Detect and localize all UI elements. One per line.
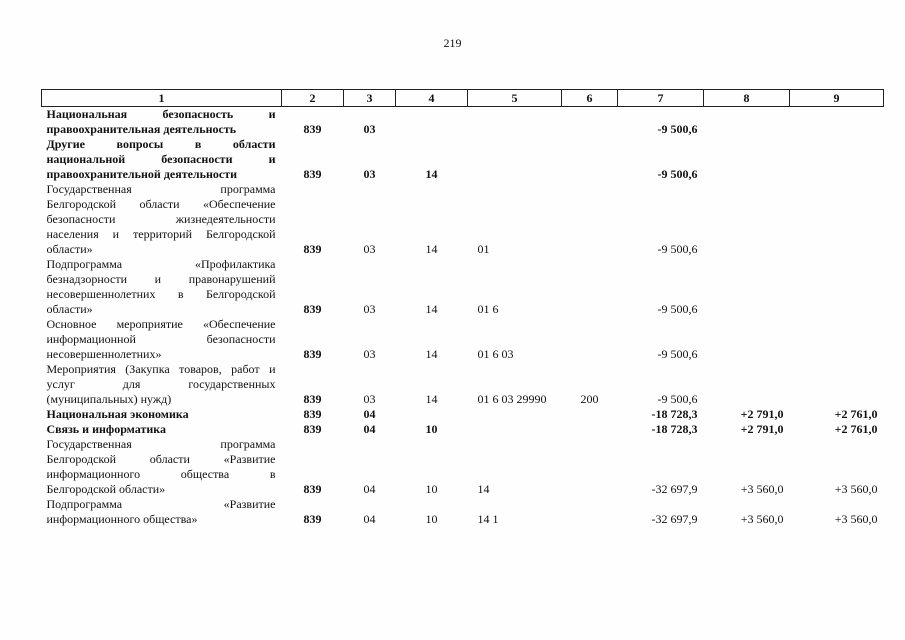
expense-type-code [562, 497, 618, 527]
table-row [42, 107, 884, 138]
target-article-code: 01 6 03 29990 [477, 392, 547, 406]
section-code: 03 [363, 347, 376, 361]
row-name-line: информационного общества» [46, 512, 198, 526]
grbs-code: 839 [303, 347, 322, 361]
row-name-line: национальной безопасности и [46, 152, 276, 166]
amount-col-8 [704, 137, 790, 182]
section-code: 03 [363, 167, 376, 181]
amount-col-9: +2 761,0 [834, 422, 878, 436]
target-article-code: 01 [477, 242, 490, 256]
row-name [42, 317, 282, 362]
expense-type-code [562, 422, 618, 437]
section-code: 03 [363, 302, 376, 316]
amount-col-7: -18 728,3 [651, 422, 698, 436]
column-header-1: 1 [42, 90, 282, 107]
target-article-code [468, 137, 562, 182]
row-name-line: Белгородской области» [46, 482, 166, 496]
row-name [42, 137, 282, 182]
page-number: 219 [443, 36, 462, 50]
amount-col-7: -9 500,6 [657, 242, 698, 256]
amount-col-7: -32 697,9 [651, 482, 698, 496]
row-name [42, 407, 282, 422]
target-article-code [468, 407, 562, 422]
grbs-code: 839 [303, 242, 322, 256]
subsection-code: 14 [425, 167, 438, 181]
amount-col-9 [790, 362, 884, 407]
target-article-code [468, 107, 562, 138]
subsection-code: 10 [425, 512, 438, 526]
amount-col-8 [704, 107, 790, 138]
table-row [42, 422, 884, 437]
subsection-code: 10 [425, 422, 438, 436]
target-article-code: 01 6 [477, 302, 499, 316]
section-code: 03 [363, 242, 376, 256]
row-name-line: правоохранительной деятельности [46, 167, 238, 181]
subsection-code [396, 107, 468, 138]
table-row [42, 407, 884, 422]
amount-col-9: +3 560,0 [834, 512, 878, 526]
amount-col-8: +2 791,0 [740, 407, 784, 421]
amount-col-9: +2 761,0 [834, 407, 878, 421]
amount-col-7: -9 500,6 [657, 392, 698, 406]
row-name-line: Подпрограмма «Профилактика [46, 257, 276, 271]
amount-col-9 [790, 182, 884, 257]
row-name [42, 107, 282, 138]
row-name-line: услуг для государственных [46, 377, 276, 391]
subsection-code: 14 [425, 242, 438, 256]
column-header-6: 6 [562, 90, 618, 107]
expense-type-code: 200 [580, 392, 599, 406]
subsection-code: 14 [425, 392, 438, 406]
amount-col-8: +3 560,0 [740, 482, 784, 496]
amount-col-8: +3 560,0 [740, 512, 784, 526]
row-name-line: Государственная программа [46, 437, 276, 451]
row-name-line: области» [46, 242, 93, 256]
section-code: 04 [363, 512, 376, 526]
expense-type-code [562, 137, 618, 182]
header-row [42, 90, 884, 107]
expense-type-code [562, 107, 618, 138]
column-header-7: 7 [618, 90, 704, 107]
section-code: 04 [363, 422, 376, 436]
expense-type-code [562, 437, 618, 497]
amount-col-8 [704, 257, 790, 317]
row-name [42, 182, 282, 257]
row-name-line: Национальная безопасность и [46, 107, 276, 121]
amount-col-8: +2 791,0 [740, 422, 784, 436]
subsection-code: 10 [425, 482, 438, 496]
target-article-code: 14 [477, 482, 490, 496]
table-row [42, 137, 884, 182]
section-code: 04 [363, 407, 376, 421]
amount-col-8 [704, 362, 790, 407]
column-header-8: 8 [704, 90, 790, 107]
subsection-code [396, 407, 468, 422]
grbs-code: 839 [303, 422, 322, 436]
row-name-line: несовершеннолетних в Белгородской [46, 287, 276, 301]
subsection-code: 14 [425, 347, 438, 361]
row-name [42, 257, 282, 317]
row-name-line: правоохранительная деятельность [46, 122, 237, 136]
amount-col-9: +3 560,0 [834, 482, 878, 496]
grbs-code: 839 [303, 512, 322, 526]
row-name-line: безнадзорности и правонарушений [46, 272, 276, 286]
amount-col-8 [704, 317, 790, 362]
column-header-2: 2 [282, 90, 344, 107]
amount-col-9 [790, 257, 884, 317]
grbs-code: 839 [303, 407, 322, 421]
amount-col-7: -32 697,9 [651, 512, 698, 526]
subsection-code: 14 [425, 302, 438, 316]
column-header-9: 9 [790, 90, 884, 107]
row-name-line: области» [46, 302, 93, 316]
table-row [42, 317, 884, 362]
column-header-3: 3 [344, 90, 396, 107]
row-name-line: несовершеннолетних» [46, 347, 162, 361]
row-name-line: Мероприятия (Закупка товаров, работ и [46, 362, 276, 376]
column-header-5: 5 [468, 90, 562, 107]
grbs-code: 839 [303, 167, 322, 181]
table-row [42, 497, 884, 527]
amount-col-7: -18 728,3 [651, 407, 698, 421]
amount-col-8 [704, 182, 790, 257]
row-name-line: Связь и информатика [46, 422, 167, 436]
section-code: 03 [363, 122, 376, 136]
row-name [42, 362, 282, 407]
amount-col-9 [790, 137, 884, 182]
row-name-line: информационного общества в [46, 467, 276, 481]
expense-type-code [562, 407, 618, 422]
amount-col-9 [790, 107, 884, 138]
budget-table [41, 89, 884, 527]
table-row [42, 257, 884, 317]
amount-col-7: -9 500,6 [657, 302, 698, 316]
table-row [42, 437, 884, 497]
amount-col-7: -9 500,6 [657, 167, 698, 181]
grbs-code: 839 [303, 302, 322, 316]
row-name [42, 422, 282, 437]
row-name-line: (муниципальных) нужд) [46, 392, 172, 406]
amount-col-7: -9 500,6 [657, 122, 698, 136]
row-name-line: информационной безопасности [46, 332, 276, 346]
table-row [42, 362, 884, 407]
row-name-line: безопасности жизнедеятельности [46, 212, 276, 226]
row-name-line: Другие вопросы в области [46, 137, 276, 151]
grbs-code: 839 [303, 392, 322, 406]
amount-col-9 [790, 317, 884, 362]
expense-type-code [562, 182, 618, 257]
grbs-code: 839 [303, 482, 322, 496]
section-code: 04 [363, 482, 376, 496]
amount-col-7: -9 500,6 [657, 347, 698, 361]
row-name-line: Подпрограмма «Развитие [46, 497, 276, 511]
expense-type-code [562, 317, 618, 362]
table-body [42, 107, 884, 528]
row-name [42, 437, 282, 497]
grbs-code: 839 [303, 122, 322, 136]
row-name [42, 497, 282, 527]
table-row [42, 182, 884, 257]
expense-type-code [562, 257, 618, 317]
row-name-line: населения и территорий Белгородской [46, 227, 276, 241]
row-name-line: Белгородской области «Обеспечение [46, 197, 276, 211]
target-article-code: 14 1 [477, 512, 499, 526]
target-article-code: 01 6 03 [477, 347, 514, 361]
target-article-code [468, 422, 562, 437]
row-name-line: Национальная экономика [46, 407, 189, 421]
row-name-line: Основное мероприятие «Обеспечение [46, 317, 276, 331]
section-code: 03 [363, 392, 376, 406]
column-header-4: 4 [396, 90, 468, 107]
row-name-line: Государственная программа [46, 182, 276, 196]
row-name-line: Белгородской области «Развитие [46, 452, 276, 466]
